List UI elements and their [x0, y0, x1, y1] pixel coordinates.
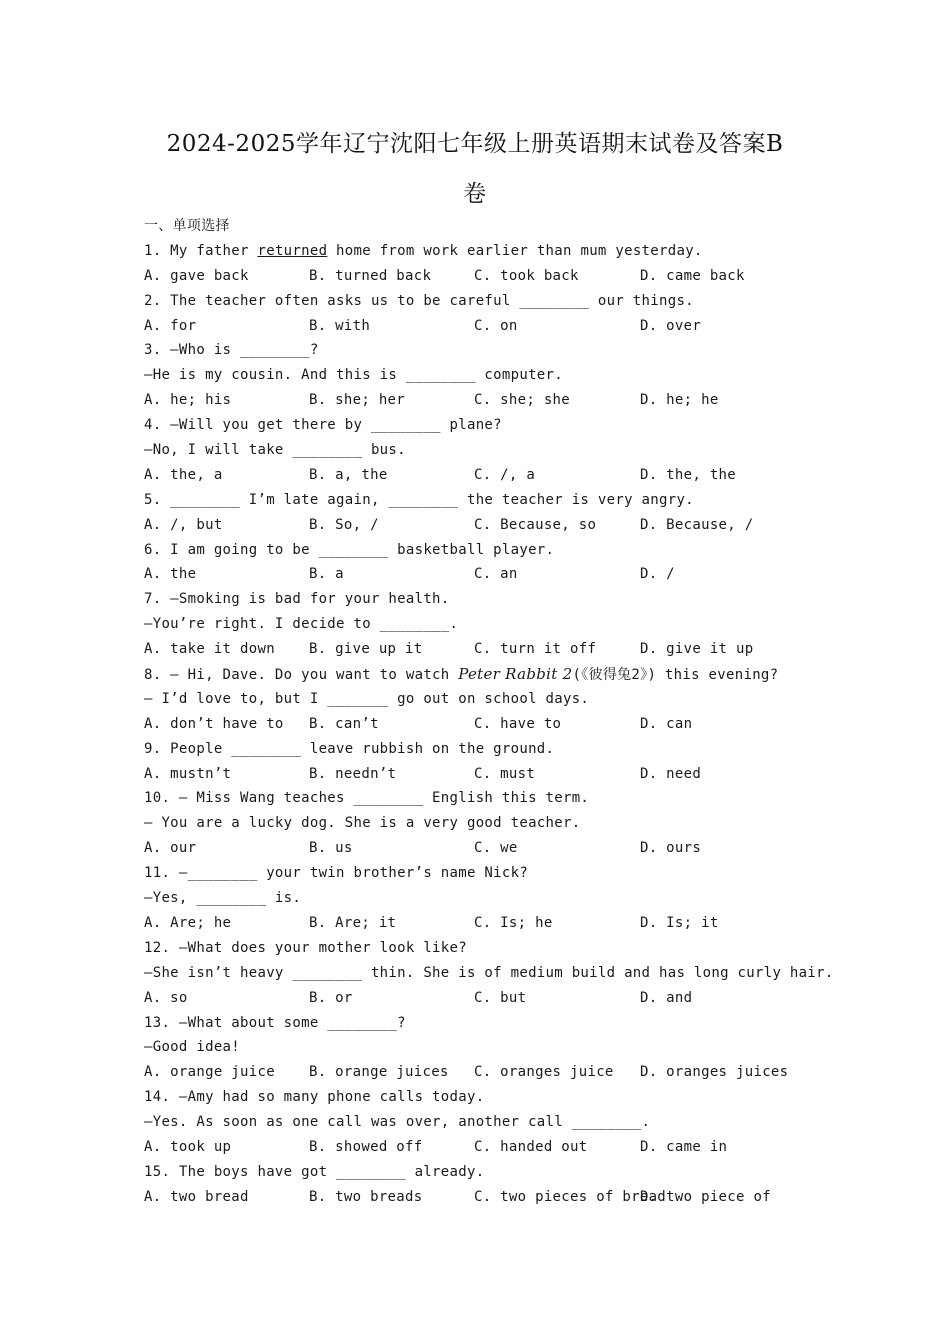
question-dialogue-line: —No, I will take ________ bus. — [144, 442, 406, 459]
answer-options-row — [144, 911, 824, 936]
question-dialogue-line: —Yes. As soon as one call was over, another call ________. — [144, 1114, 651, 1131]
option-a: A. Are; he — [144, 914, 232, 931]
option-d: D. the, the — [640, 466, 737, 483]
answer-options-row — [144, 762, 824, 787]
option-a: A. so — [144, 989, 188, 1006]
option-b: B. a, the — [309, 466, 388, 483]
option-a: A. don’t have to — [144, 715, 284, 732]
option-b: B. orange juices — [309, 1064, 449, 1081]
question-stem: 5. ________ I’m late again, ________ the teacher is very angry. — [144, 491, 694, 508]
question-stem: 15. The boys have got ________ already. — [144, 1163, 485, 1180]
option-b: B. turned back — [309, 267, 432, 284]
document-title-continued: 卷 — [463, 181, 487, 207]
option-b: B. give up it — [309, 641, 423, 658]
option-b: B. needn’t — [309, 765, 397, 782]
question-list — [144, 214, 834, 1210]
option-d: D. and — [640, 989, 693, 1006]
answer-options-row — [144, 836, 824, 861]
option-a: A. he; his — [144, 392, 232, 409]
document-title: 2024-2025学年辽宁沈阳七年级上册英语期末试卷及答案B — [166, 131, 784, 157]
option-c: C. on — [474, 317, 518, 334]
question-dialogue-line: —She isn’t heavy ________ thin. She is of medium build and has long curly hair. — [144, 964, 834, 981]
answer-options-row — [144, 1185, 824, 1210]
question-stem: 12. —What does your mother look like? — [144, 939, 467, 956]
answer-options-row — [144, 264, 824, 289]
option-d: D. give it up — [640, 641, 754, 658]
option-c: C. two pieces of bread — [474, 1188, 667, 1205]
option-b: B. she; her — [309, 392, 406, 409]
option-c: C. but — [474, 989, 527, 1006]
option-c: C. /, a — [474, 466, 536, 483]
option-b: B. with — [309, 317, 371, 334]
question-dialogue-line: —Good idea! — [144, 1039, 241, 1056]
option-c: C. must — [474, 765, 536, 782]
option-d: D. over — [640, 317, 702, 334]
option-b: B. a — [309, 566, 344, 583]
question-stem: 8. — Hi, Dave. Do you want to watch Peter Rabbit 2(《彼得兔2》) this evening? — [144, 665, 779, 684]
question-stem: 1. My father returned home from work earlier than mum yesterday. — [144, 242, 703, 259]
option-d: D. came back — [640, 267, 745, 284]
question-stem: 3. —Who is ________? — [144, 342, 319, 359]
option-b: B. Are; it — [309, 914, 397, 931]
option-b: B. two breads — [309, 1188, 423, 1205]
option-b: B. or — [309, 989, 353, 1006]
question-stem: 7. —Smoking is bad for your health. — [144, 591, 450, 608]
option-a: A. orange juice — [144, 1064, 275, 1081]
question-stem: 14. —Amy had so many phone calls today. — [144, 1089, 485, 1106]
question-stem: 4. —Will you get there by ________ plane? — [144, 417, 502, 434]
option-a: A. /, but — [144, 516, 223, 533]
option-a: A. the, a — [144, 466, 223, 483]
option-c: C. Is; he — [474, 914, 553, 931]
option-b: B. showed off — [309, 1138, 423, 1155]
option-d: D. ours — [640, 840, 702, 857]
option-c: C. took back — [474, 267, 579, 284]
option-b: B. can’t — [309, 715, 379, 732]
option-d: D. need — [640, 765, 702, 782]
option-c: C. an — [474, 566, 518, 583]
option-d: D. came in — [640, 1138, 728, 1155]
answer-options-row — [144, 1135, 824, 1160]
option-d: D. two piece of — [640, 1188, 771, 1205]
option-a: A. two bread — [144, 1188, 249, 1205]
option-a: A. took up — [144, 1138, 232, 1155]
answer-options-row — [144, 463, 824, 488]
question-dialogue-line: — You are a lucky dog. She is a very good teacher. — [144, 815, 581, 832]
answer-options-row — [144, 712, 824, 737]
question-stem: 2. The teacher often asks us to be careful ________ our things. — [144, 292, 694, 309]
option-d: D. oranges juices — [640, 1064, 789, 1081]
option-a: A. mustn’t — [144, 765, 232, 782]
option-c: C. turn it off — [474, 641, 597, 658]
option-b: B. So, / — [309, 516, 379, 533]
option-a: A. our — [144, 840, 197, 857]
option-d: D. Because, / — [640, 516, 754, 533]
answer-options-row — [144, 986, 824, 1011]
question-dialogue-line: —You’re right. I decide to ________. — [144, 616, 459, 633]
option-c: C. she; she — [474, 392, 571, 409]
answer-options-row — [144, 1060, 824, 1085]
option-d: D. / — [640, 566, 675, 583]
option-b: B. us — [309, 840, 353, 857]
question-dialogue-line: —Yes, ________ is. — [144, 890, 302, 907]
question-dialogue-line: — I’d love to, but I _______ go out on school days. — [144, 690, 590, 707]
question-stem: 6. I am going to be ________ basketball player. — [144, 541, 555, 558]
option-a: A. for — [144, 317, 197, 334]
option-c: C. have to — [474, 715, 562, 732]
question-dialogue-line: —He is my cousin. And this is ________ computer. — [144, 367, 563, 384]
option-a: A. gave back — [144, 267, 249, 284]
italic-title: Peter Rabbit 2 — [458, 665, 573, 684]
question-stem: 11. —________ your twin brother’s name Nick? — [144, 865, 529, 882]
option-a: A. take it down — [144, 641, 275, 658]
question-stem: 9. People ________ leave rubbish on the ground. — [144, 740, 555, 757]
answer-options-row — [144, 513, 824, 538]
option-c: C. handed out — [474, 1138, 588, 1155]
option-c: C. oranges juice — [474, 1064, 614, 1081]
question-stem: 13. —What about some ________? — [144, 1014, 406, 1031]
option-a: A. the — [144, 566, 197, 583]
option-c: C. we — [474, 840, 518, 857]
answer-options-row — [144, 637, 824, 662]
option-d: D. Is; it — [640, 914, 719, 931]
question-stem: 10. — Miss Wang teaches ________ English this term. — [144, 790, 590, 807]
answer-options-row — [144, 562, 824, 587]
option-c: C. Because, so — [474, 516, 597, 533]
section-heading: 一、单项选择 — [144, 218, 230, 234]
option-d: D. he; he — [640, 392, 719, 409]
underlined-word: returned — [257, 242, 328, 259]
answer-options-row — [144, 314, 824, 339]
option-d: D. can — [640, 715, 693, 732]
answer-options-row — [144, 388, 824, 413]
